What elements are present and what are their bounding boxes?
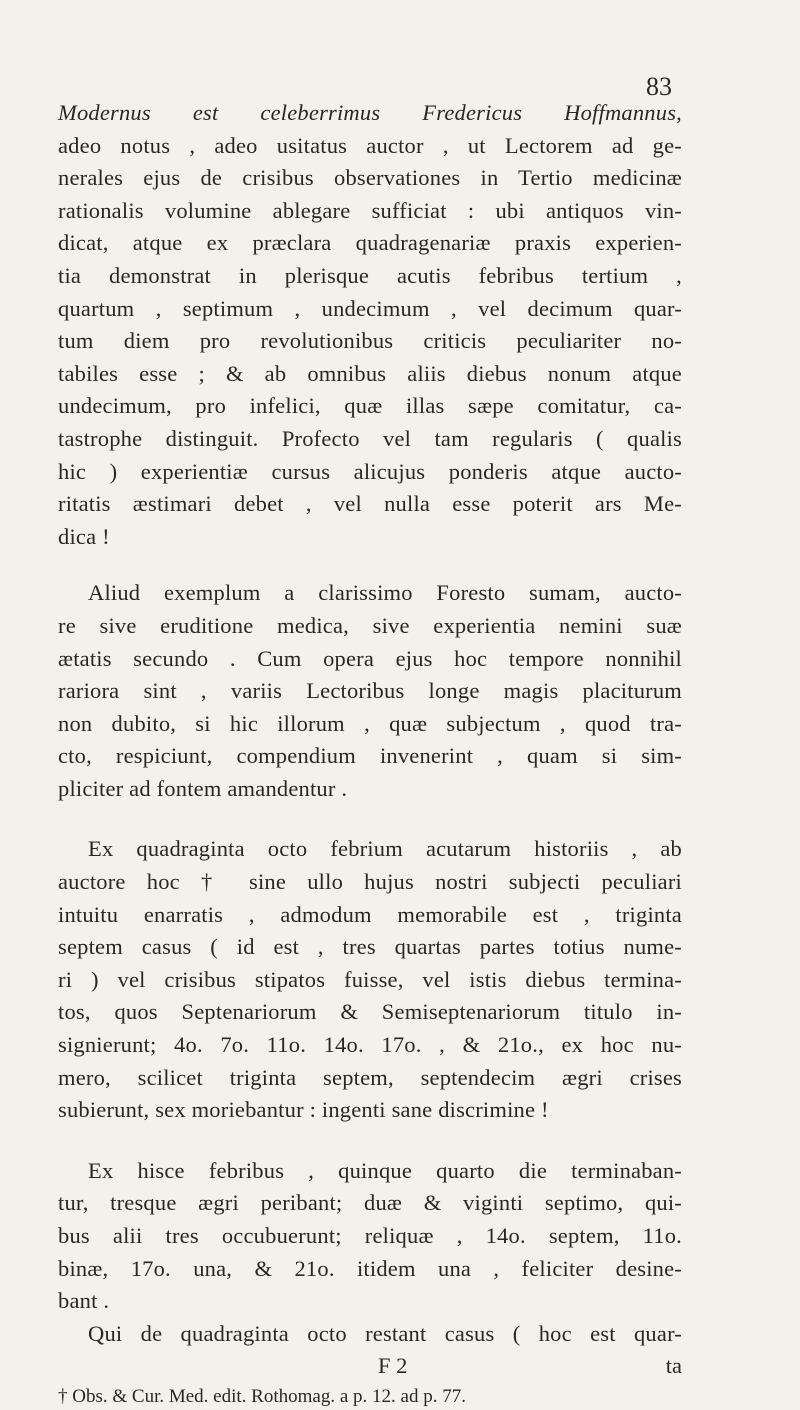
text-line: signierunt; 4o. 7o. 11o. 14o. 17o. , & 21o., ex hoc nu-	[58, 1032, 682, 1058]
text-line: septem casus ( id est , tres quartas partes totius nume-	[58, 934, 682, 960]
signature-mark: F 2	[378, 1353, 408, 1379]
text-line: ritatis æstimari debet , vel nulla esse poterit ars Me-	[58, 491, 682, 517]
text-line: intuitu enarratis , admodum memorabile est , triginta	[58, 901, 682, 927]
text-line: Qui de quadraginta octo restant casus ( hoc est quar-	[88, 1320, 682, 1346]
text-line: tastrophe distinguit. Profecto vel tam regularis ( qualis	[58, 425, 682, 451]
text-line: cto, respiciunt, compendium invenerint , quam si sim-	[58, 743, 682, 769]
text-line: bant .	[58, 1288, 110, 1314]
text-line: tia demonstrat in plerisque acutis febribus tertium ,	[58, 262, 682, 288]
text-line: ætatis secundo . Cum opera ejus hoc tempore nonnihil	[58, 645, 682, 671]
text-line: bus alii tres occubuerunt; reliquæ , 14o. septem, 11o.	[58, 1223, 682, 1248]
text-line: non dubito, si hic illorum , quæ subjectum , quod tra-	[58, 710, 682, 736]
body-text	[58, 97, 682, 1410]
text-line: hic ) experientiæ cursus alicujus ponderis atque aucto-	[58, 458, 682, 484]
text-line: tur, tresque ægri peribant; duæ & viginti septimo, qui-	[58, 1190, 682, 1216]
text-line: rariora sint , variis Lectoribus longe magis placiturum	[58, 678, 682, 704]
paragraph-4	[58, 1155, 682, 1351]
text-line: rationalis volumine ablegare sufficiat : ubi antiquos vin-	[58, 197, 682, 223]
text-line: tum diem pro revolutionibus criticis peculiariter no-	[58, 328, 682, 354]
text-line: mero, scilicet triginta septem, septendecim ægri crises	[58, 1064, 682, 1090]
paragraph-2	[58, 577, 682, 805]
text-line: tabiles esse ; & ab omnibus aliis diebus nonum atque	[58, 360, 682, 386]
text-line: tos, quos Septenariorum & Semiseptenariorum titulo in-	[58, 999, 682, 1025]
text-line: ri ) vel crisibus stipatos fuisse, vel istis diebus termina-	[58, 966, 682, 992]
text-line: nerales ejus de crisibus observationes in Tertio medicinæ	[58, 165, 682, 191]
text-line: Aliud exemplum a clarissimo Foresto sumam, aucto-	[88, 580, 682, 606]
text-line: dica !	[58, 523, 110, 549]
text-line: dicat, atque ex præclara quadragenariæ praxis experien-	[58, 230, 682, 256]
text-line: re sive eruditione medica, sive experientia nemini suæ	[58, 612, 682, 638]
text-line: binæ, 17o. una, & 21o. itidem una , feliciter desine-	[58, 1255, 682, 1281]
text-line: undecimum, pro infelici, quæ illas sæpe comitatur, ca-	[58, 393, 682, 419]
catchword: ta	[665, 1353, 682, 1379]
page-footer	[58, 1350, 682, 1382]
text-line: quartum , septimum , undecimum , vel decimum quar-	[58, 295, 682, 321]
text-line: Ex quadraginta octo febrium acutarum historiis , ab	[88, 836, 682, 862]
text-line: subierunt, sex moriebantur : ingenti sane discrimine !	[58, 1097, 549, 1123]
paragraph-1	[58, 97, 682, 553]
text-line: auctore hoc † sine ullo hujus nostri subjecti peculiari	[58, 869, 682, 895]
text-line: Ex hisce febribus , quinque quarto die terminaban-	[88, 1157, 682, 1183]
paragraph-3	[58, 833, 682, 1126]
text-line: Modernus est celeberrimus Fredericus Hoffmannus,	[58, 100, 682, 125]
text-line: pliciter ad fontem amandentur .	[58, 775, 348, 801]
footnote: † Obs. & Cur. Med. edit. Rothomag. a p. 12. ad p. 77.	[58, 1386, 466, 1408]
page-number: 83	[646, 72, 672, 101]
text-line: adeo notus , adeo usitatus auctor , ut Lectorem ad ge-	[58, 132, 682, 158]
